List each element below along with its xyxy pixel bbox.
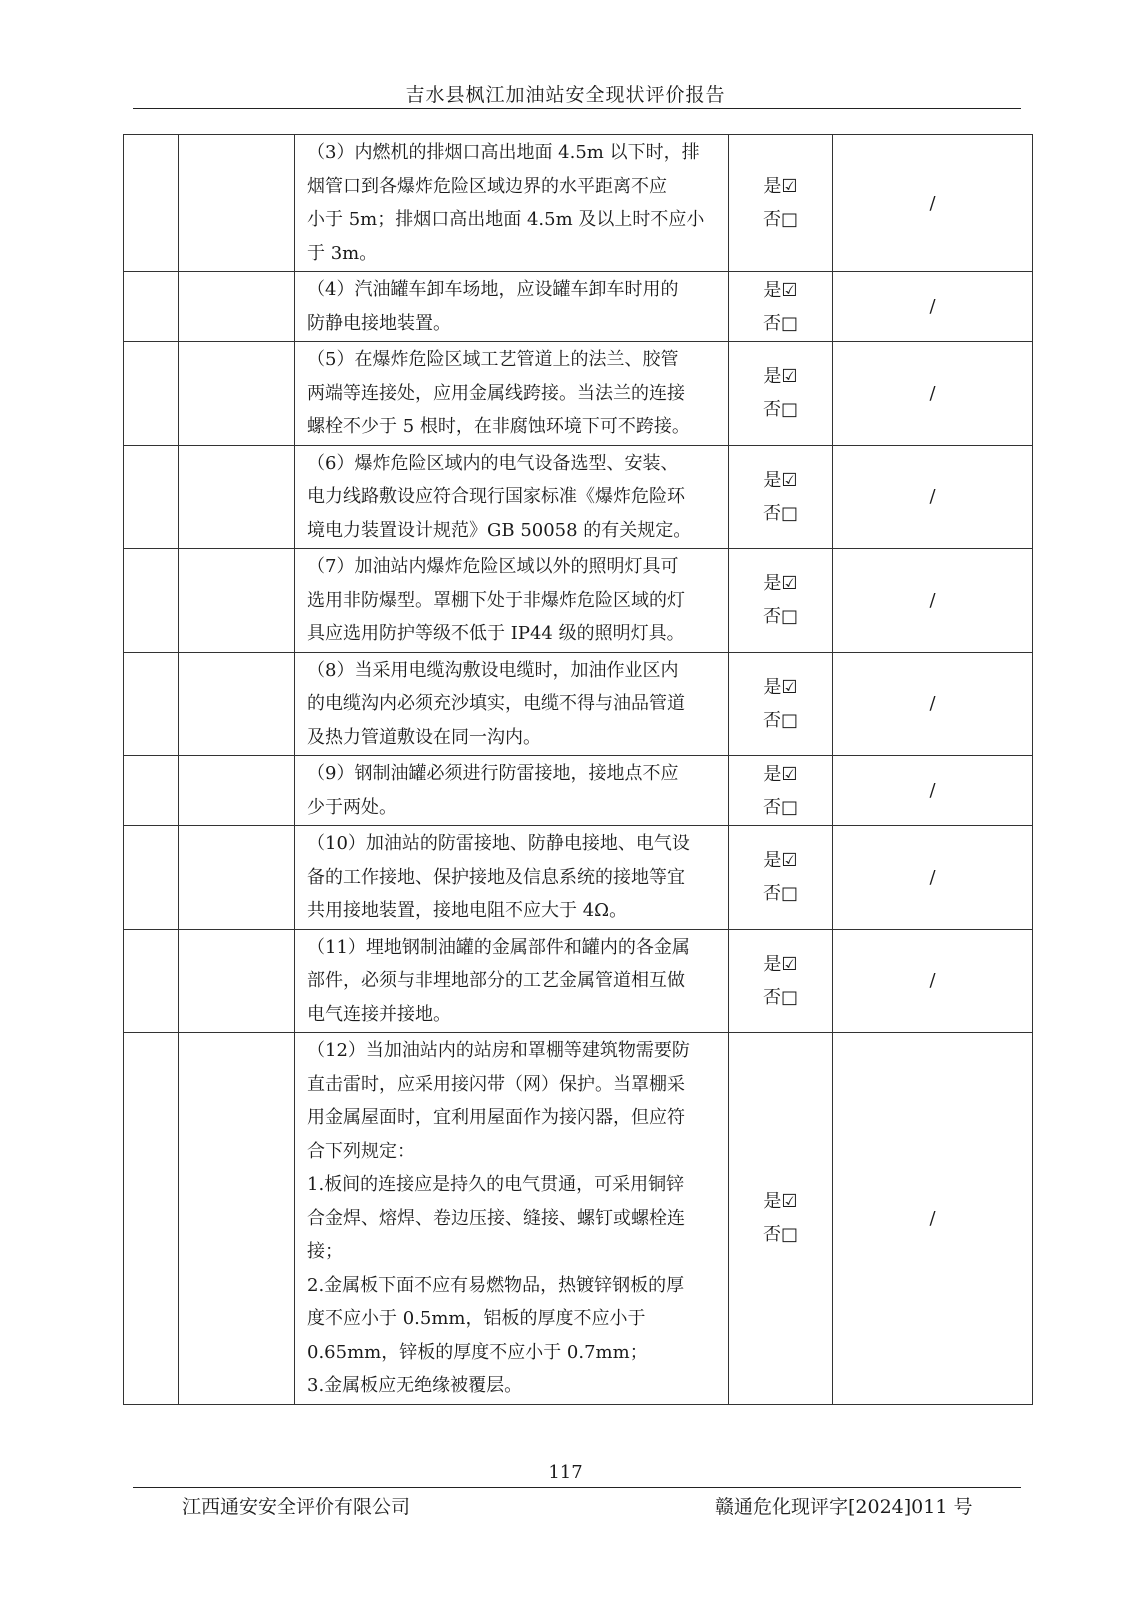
table-row	[124, 652, 1033, 756]
item-text-line: 两端等连接处，应用金属线跨接。当法兰的连接	[307, 382, 685, 404]
yes-checkbox: 是☑	[763, 573, 798, 595]
item-text	[295, 446, 728, 549]
result-cell	[729, 272, 833, 342]
item-text-line: 1.板间的连接应是持久的电气贯通，可采用铜锌	[307, 1174, 685, 1195]
blank-cell-subcategory	[179, 135, 295, 272]
item-text-line: （7）加油站内爆炸危险区域以外的照明灯具可	[307, 556, 679, 577]
table-row	[124, 342, 1033, 446]
blank-cell-subcategory	[179, 929, 295, 1033]
item-text	[295, 1033, 728, 1404]
yes-checkbox: 是☑	[763, 763, 798, 785]
item-text-line: 小于 5m；排烟口高出地面 4.5m 及以上时不应小	[307, 209, 705, 230]
blank-cell-category	[124, 272, 179, 342]
item-text	[295, 930, 728, 1033]
blank-cell-category	[124, 135, 179, 272]
yes-checkbox: 是☑	[763, 1191, 798, 1213]
result-cell	[729, 549, 833, 653]
no-checkbox: 否□	[762, 209, 798, 230]
item-content-cell	[295, 342, 729, 446]
yes-checkbox: 是☑	[763, 953, 798, 975]
item-text-line: 具应选用防护等级不低于 IP44 级的照明灯具。	[307, 623, 685, 644]
item-text-line: 用金属屋面时，宜利用屋面作为接闪器，但应符	[307, 1107, 685, 1128]
item-text-line: 及热力管道敷设在同一沟内。	[307, 726, 541, 748]
item-text-line: 烟管口到各爆炸危险区域边界的水平距离不应	[307, 175, 667, 197]
table-row	[124, 929, 1033, 1033]
table-row	[124, 826, 1033, 930]
item-text	[295, 135, 728, 271]
item-text-line: （9）钢制油罐必须进行防雷接地，接地点不应	[307, 763, 679, 784]
no-checkbox: 否□	[762, 502, 798, 524]
checklist-table-body	[124, 135, 1033, 1405]
no-checkbox: 否□	[762, 1224, 798, 1246]
item-content-cell	[295, 929, 729, 1033]
page-number: 117	[548, 1462, 583, 1483]
item-text-line: 电气连接并接地。	[307, 1003, 451, 1025]
blank-cell-subcategory	[179, 445, 295, 549]
result-cell	[729, 826, 833, 930]
item-content-cell	[295, 756, 729, 826]
checklist-table	[123, 134, 1033, 1405]
yes-checkbox: 是☑	[763, 676, 798, 698]
result-cell	[729, 342, 833, 446]
yes-checkbox: 是☑	[763, 176, 798, 197]
remark-cell: /	[833, 826, 1033, 930]
no-checkbox: 否□	[762, 606, 798, 628]
footer-company: 江西通安安全评价有限公司	[182, 1496, 411, 1518]
yes-checkbox: 是☑	[763, 469, 798, 491]
blank-cell-category	[124, 1033, 179, 1405]
item-text-line: 备的工作接地、保护接地及信息系统的接地等宜	[307, 866, 685, 888]
item-content-cell	[295, 652, 729, 756]
result-cell	[729, 135, 833, 272]
yes-checkbox: 是☑	[763, 366, 798, 388]
item-content-cell	[295, 445, 729, 549]
remark-cell: /	[833, 929, 1033, 1033]
item-text-line: 于 3m。	[307, 242, 378, 264]
blank-cell-subcategory	[179, 756, 295, 826]
blank-cell-subcategory	[179, 342, 295, 446]
item-text-line: 共用接地装置，接地电阻不应大于 4Ω。	[307, 900, 628, 921]
item-text	[295, 342, 728, 445]
item-text	[295, 826, 728, 929]
no-checkbox: 否□	[762, 986, 798, 1008]
remark-cell: /	[833, 272, 1033, 342]
header-rule	[133, 108, 1021, 109]
item-text-line: （8）当采用电缆沟敷设电缆时，加油作业区内	[307, 659, 679, 681]
yes-checkbox: 是☑	[763, 850, 798, 872]
item-content-cell	[295, 1033, 729, 1405]
result-cell	[729, 756, 833, 826]
footer-doc-number: 赣通危化现评字[2024]011 号	[715, 1496, 973, 1518]
header-title: 吉水县枫江加油站安全现状评价报告	[405, 84, 726, 106]
table-row	[124, 756, 1033, 826]
blank-cell-subcategory	[179, 1033, 295, 1405]
result-cell	[729, 445, 833, 549]
remark-cell: /	[833, 756, 1033, 826]
item-text-line: 的电缆沟内必须充沙填实，电缆不得与油品管道	[307, 693, 685, 714]
item-text-line: 选用非防爆型。罩棚下处于非爆炸危险区域的灯	[307, 589, 685, 611]
table-row	[124, 549, 1033, 653]
item-text	[295, 549, 728, 652]
blank-cell-category	[124, 549, 179, 653]
item-text-line: 3.金属板应无绝缘被覆层。	[307, 1375, 523, 1396]
item-text	[295, 653, 728, 756]
item-text	[295, 756, 728, 825]
item-text-line: 度不应小于 0.5mm，铝板的厚度不应小于	[307, 1308, 646, 1329]
no-checkbox: 否□	[762, 312, 798, 334]
item-content-cell	[295, 549, 729, 653]
no-checkbox: 否□	[762, 796, 798, 818]
blank-cell-subcategory	[179, 652, 295, 756]
result-cell	[729, 929, 833, 1033]
blank-cell-subcategory	[179, 549, 295, 653]
table-row	[124, 1033, 1033, 1405]
blank-cell-category	[124, 342, 179, 446]
remark-cell: /	[833, 342, 1033, 446]
table-row	[124, 135, 1033, 272]
blank-cell-subcategory	[179, 272, 295, 342]
blank-cell-category	[124, 929, 179, 1033]
blank-cell-subcategory	[179, 826, 295, 930]
item-text-line: （12）当加油站内的站房和罩棚等建筑物需要防	[307, 1040, 690, 1061]
remark-cell: /	[833, 652, 1033, 756]
item-text-line: 境电力装置设计规范》GB 50058 的有关规定。	[307, 519, 692, 541]
item-text-line: （3）内燃机的排烟口高出地面 4.5m 以下时，排	[307, 142, 700, 163]
result-cell	[729, 652, 833, 756]
item-text-line: 0.65mm，锌板的厚度不应小于 0.7mm；	[307, 1341, 648, 1363]
item-text-line: 少于两处。	[307, 796, 397, 818]
footer-rule	[133, 1487, 1021, 1488]
item-text-line: 合金焊、熔焊、卷边压接、缝接、螺钉或螺栓连	[307, 1207, 685, 1229]
table-row	[124, 445, 1033, 549]
no-checkbox: 否□	[762, 883, 798, 905]
remark-cell: /	[833, 445, 1033, 549]
table-row	[124, 272, 1033, 342]
item-text-line: 防静电接地装置。	[307, 312, 451, 334]
yes-checkbox: 是☑	[763, 279, 798, 301]
item-text-line: 2.金属板下面不应有易燃物品，热镀锌钢板的厚	[307, 1274, 685, 1296]
blank-cell-category	[124, 445, 179, 549]
no-checkbox: 否□	[762, 709, 798, 731]
item-content-cell	[295, 272, 729, 342]
result-cell	[729, 1033, 833, 1405]
blank-cell-category	[124, 652, 179, 756]
item-text-line: 合下列规定：	[307, 1140, 415, 1162]
item-text-line: 螺栓不少于 5 根时，在非腐蚀环境下可不跨接。	[307, 416, 690, 437]
item-text	[295, 272, 728, 341]
item-content-cell	[295, 826, 729, 930]
item-text-line: （4）汽油罐车卸车场地，应设罐车卸车时用的	[307, 279, 679, 300]
remark-cell: /	[833, 549, 1033, 653]
item-text-line: 部件，必须与非埋地部分的工艺金属管道相互做	[307, 970, 685, 991]
item-text-line: 电力线路敷设应符合现行国家标准《爆炸危险环	[307, 486, 685, 507]
blank-cell-category	[124, 756, 179, 826]
item-content-cell	[295, 135, 729, 272]
item-text-line: （10）加油站的防雷接地、防静电接地、电气设	[307, 833, 690, 854]
item-text-line: （5）在爆炸危险区域工艺管道上的法兰、胶管	[307, 349, 679, 370]
remark-cell: /	[833, 1033, 1033, 1405]
item-text-line: 接；	[307, 1241, 343, 1262]
item-text-line: （6）爆炸危险区域内的电气设备选型、安装、	[307, 452, 679, 474]
item-text-line: （11）埋地钢制油罐的金属部件和罐内的各金属	[307, 936, 690, 958]
blank-cell-category	[124, 826, 179, 930]
no-checkbox: 否□	[762, 399, 798, 421]
item-text-line: 直击雷时，应采用接闪带（网）保护。当罩棚采	[307, 1073, 685, 1095]
remark-cell: /	[833, 135, 1033, 272]
